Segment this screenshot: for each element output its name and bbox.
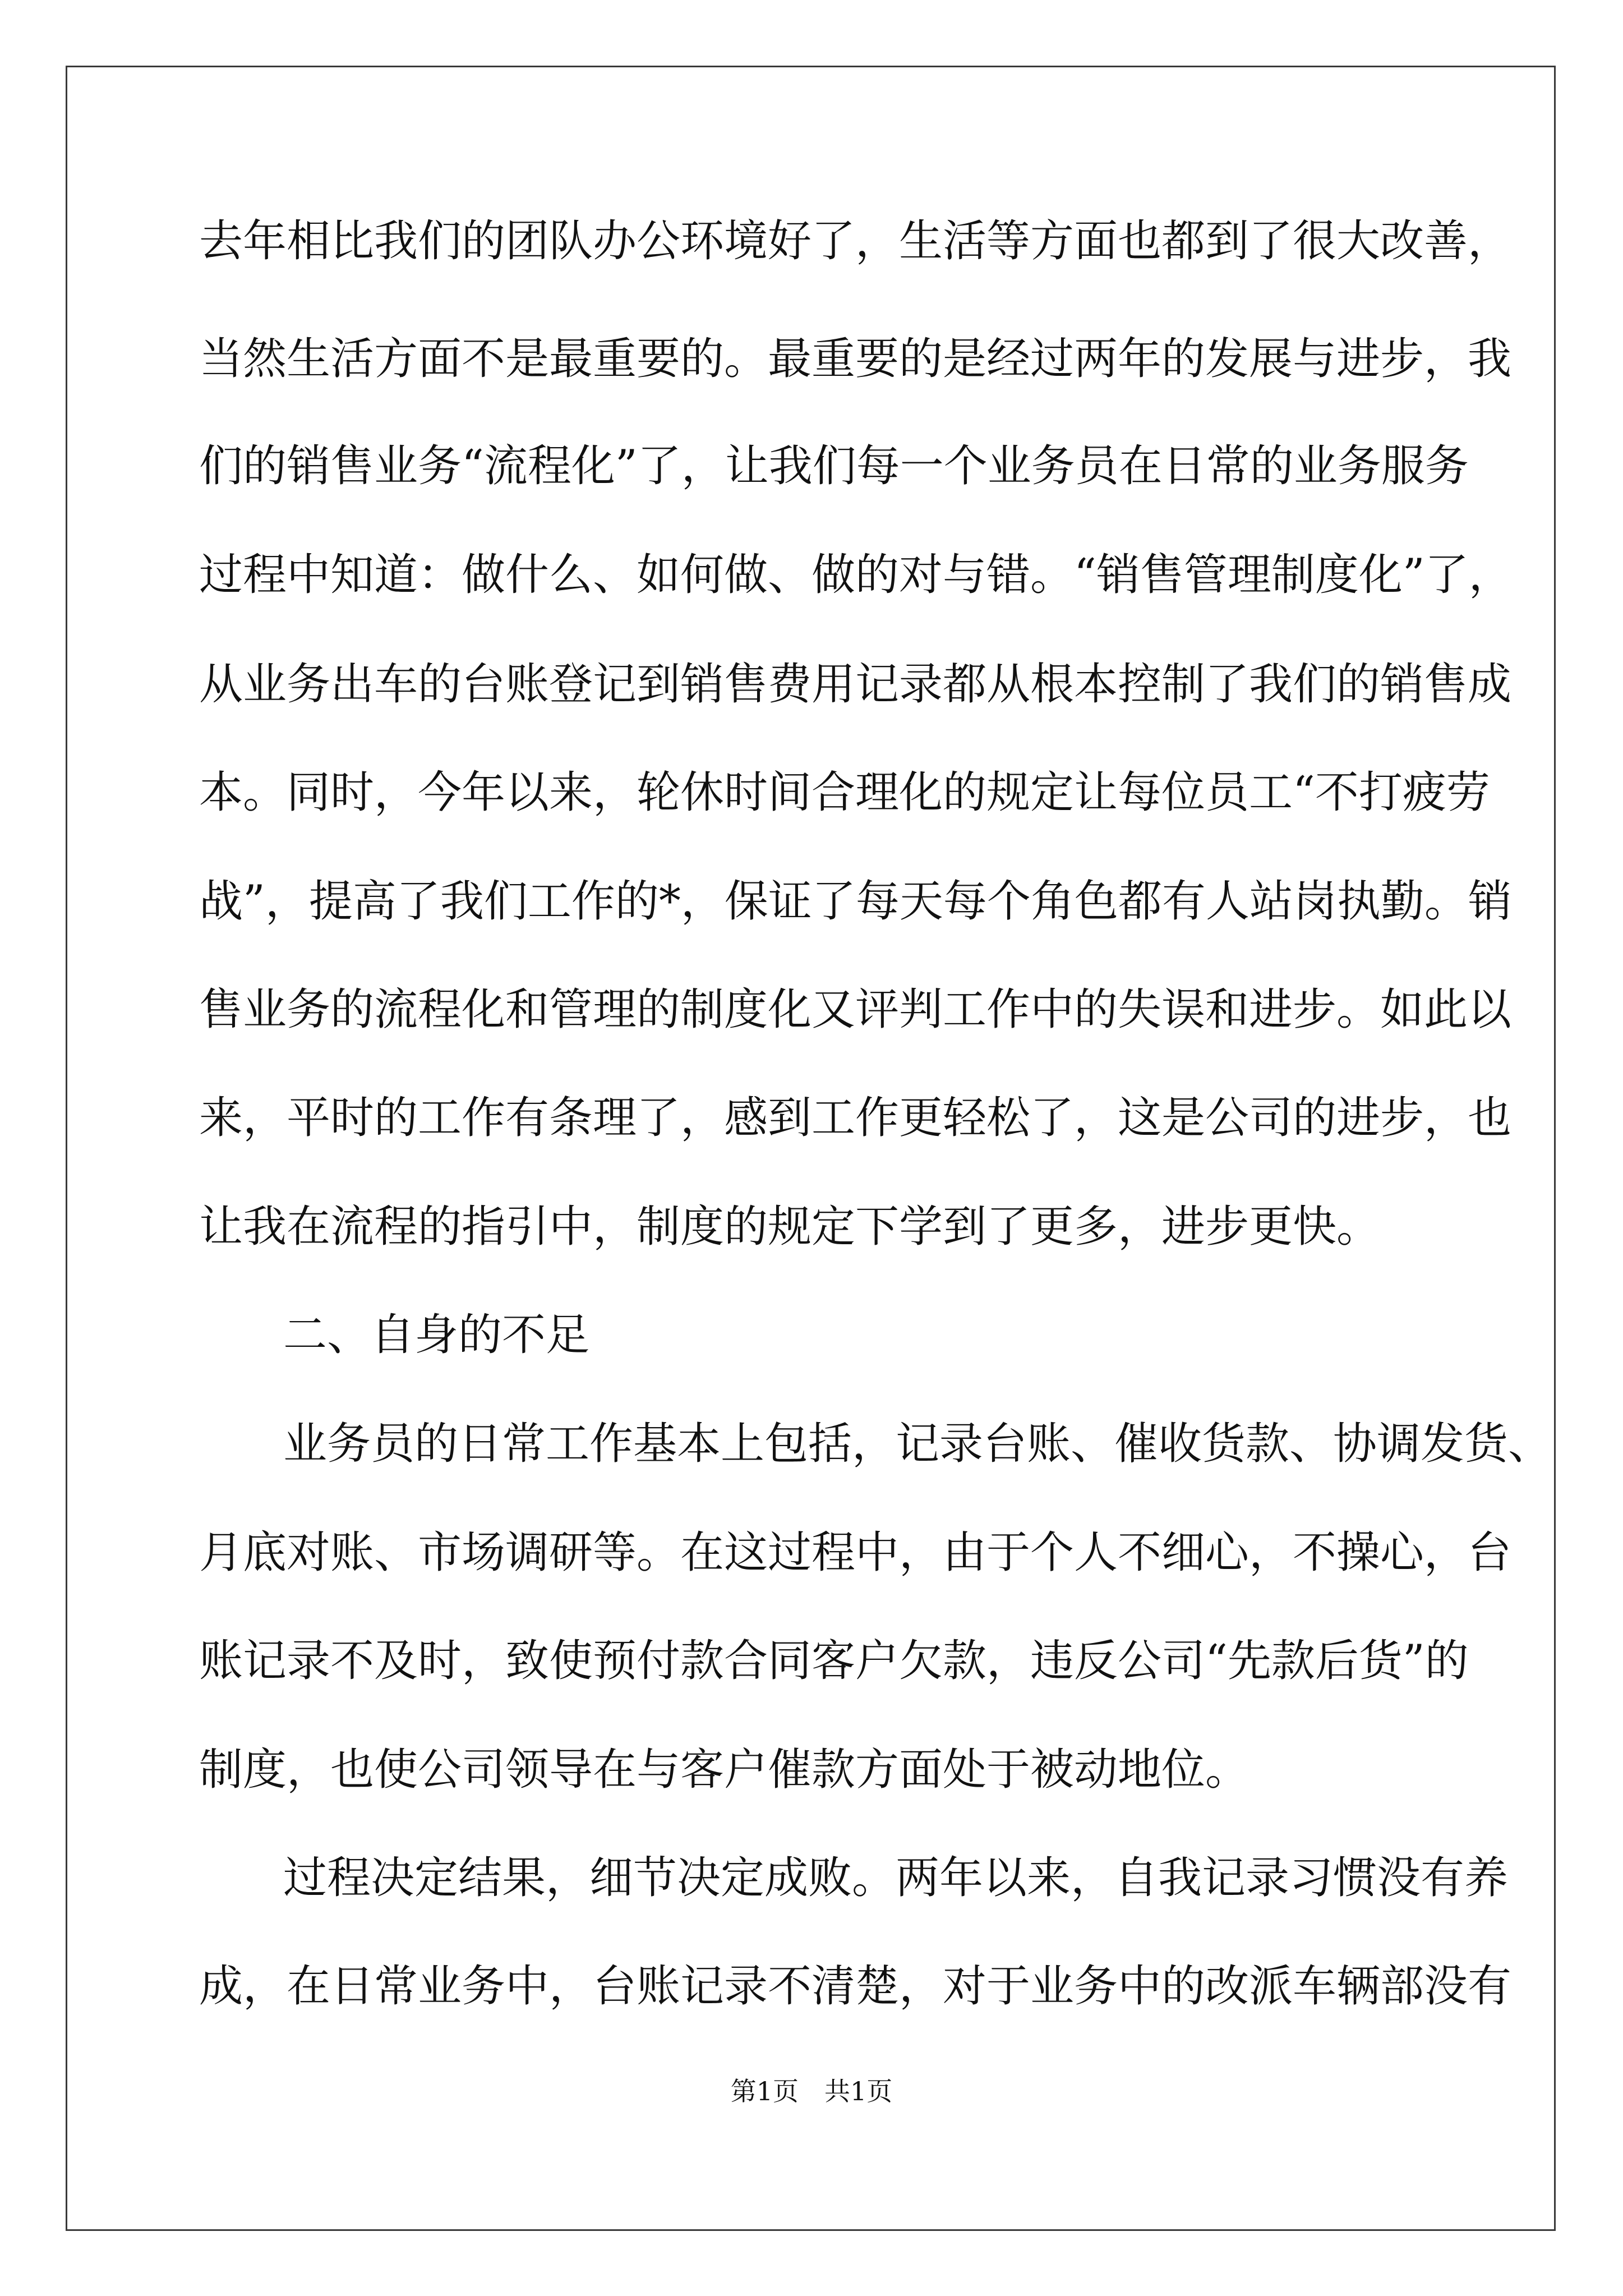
text-line: 本。同时，今年以来，轮休时间合理化的规定让每位员工“不打疲劳 xyxy=(199,767,1490,818)
text-line: 去年相比我们的团队办公环境好了，生活等方面也都到了很大改善， xyxy=(199,216,1512,266)
text-line: 来，平时的工作有条理了，感到工作更轻松了，这是公司的进步，也 xyxy=(199,1093,1512,1143)
text-line: 制度，也使公司领导在与客户催款方面处于被动地位。 xyxy=(199,1745,1249,1795)
text-line: 当然生活方面不是最重要的。最重要的是经过两年的发展与进步，我 xyxy=(199,334,1512,384)
text-line: 业务员的日常工作基本上包括，记录台账、催收货款、协调发货、 xyxy=(283,1419,1552,1469)
page-footer xyxy=(0,2074,1623,2108)
page-border xyxy=(66,66,1556,2231)
text-line: 月底对账、市场调研等。在这过程中，由于个人不细心，不操心，台 xyxy=(199,1527,1512,1578)
page-total: 共1页 xyxy=(824,2076,893,2106)
page-number: 第1页 xyxy=(730,2076,799,2106)
text-line: 过程中知道：做什么、如何做、做的对与错。“销售管理制度化”了， xyxy=(199,550,1513,600)
text-line: 战”，提高了我们工作的*，保证了每天每个角色都有人站岗执勤。销 xyxy=(199,876,1512,927)
text-line: 售业务的流程化和管理的制度化又评判工作中的失误和进步。如此以 xyxy=(199,984,1512,1035)
text-line: 账记录不及时，致使预付款合同客户欠款，违反公司“先款后货”的 xyxy=(199,1636,1469,1686)
section-heading: 二、自身的不足 xyxy=(283,1310,590,1360)
text-line: 过程决定结果，细节决定成败。两年以来，自我记录习惯没有养 xyxy=(283,1853,1509,1903)
text-line: 成，在日常业务中，台账记录不清楚，对于业务中的改派车辆部没有 xyxy=(199,1961,1512,2012)
text-line: 们的销售业务“流程化”了，让我们每一个业务员在日常的业务服务 xyxy=(199,441,1469,491)
text-line: 从业务出车的台账登记到销售费用记录都从根本控制了我们的销售成 xyxy=(199,659,1512,710)
text-line: 让我在流程的指引中，制度的规定下学到了更多，进步更快。 xyxy=(199,1202,1381,1252)
